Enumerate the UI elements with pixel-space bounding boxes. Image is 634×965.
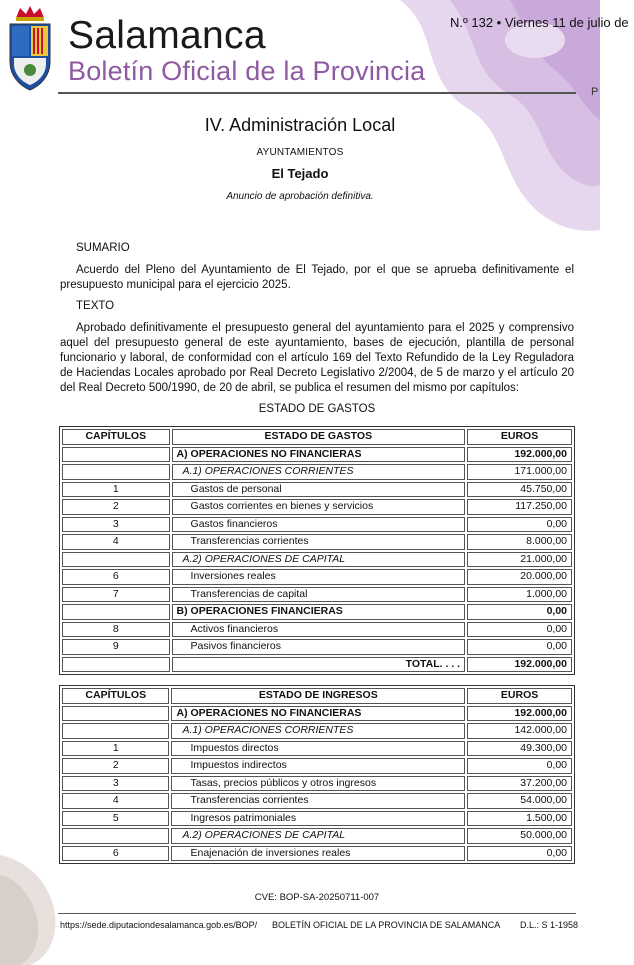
total-value: 192.000,00	[467, 657, 572, 673]
table-cell	[62, 657, 170, 673]
table-cell	[62, 552, 170, 568]
bulletin-title: Salamanca	[68, 14, 266, 57]
table-cell: 1.000,00	[467, 587, 572, 603]
table-cell: 4	[62, 793, 169, 809]
table-cell: 6	[62, 569, 170, 585]
table-header-row	[62, 429, 572, 445]
coat-of-arms-icon	[6, 4, 54, 92]
table-cell: Gastos financieros	[172, 517, 466, 533]
table-cell: A.2) OPERACIONES DE CAPITAL	[172, 552, 466, 568]
table-cell: 142.000,00	[467, 723, 572, 739]
table-cell: Pasivos financieros	[172, 639, 466, 655]
table-cell: A.1) OPERACIONES CORRIENTES	[171, 723, 465, 739]
table-cell: Impuestos directos	[171, 741, 465, 757]
table-row	[62, 793, 572, 809]
table-cell: 0,00	[467, 622, 572, 638]
table-cell: 20.000,00	[467, 569, 572, 585]
table-row	[62, 622, 572, 638]
table-cell: Tasas, precios públicos y otros ingresos	[171, 776, 465, 792]
table-row	[62, 758, 572, 774]
table-row	[62, 776, 572, 792]
table-cell: Activos financieros	[172, 622, 466, 638]
table-cell: 0,00	[467, 604, 572, 620]
column-header: EUROS	[467, 688, 572, 704]
table-cell	[62, 604, 170, 620]
table-row	[62, 499, 572, 515]
column-header: ESTADO DE INGRESOS	[171, 688, 465, 704]
table-cell: 21.000,00	[467, 552, 572, 568]
footer-url-link[interactable]: https://sede.diputaciondesalamanca.gob.es/BOP/	[60, 920, 258, 930]
footer-legal-deposit: D.L.: S 1-1958	[520, 920, 579, 930]
subsection-heading: AYUNTAMIENTOS	[256, 147, 344, 158]
table-cell: 7	[62, 587, 170, 603]
table-row	[62, 604, 572, 620]
section-heading: IV. Administración Local	[204, 115, 396, 135]
texto-paragraph: Aprobado definitivamente el presupuesto general del ayuntamiento para el 2025 y comprensivo aquel del presupuesto general de este ayuntamiento, bases de ejecución, plantilla de personal funcionario y laboral, de conformidad con el artículo 169 del Texto Refundido de la Ley Reguladora de Haciendas Locales aprobado por Real Decreto Legislativo 2/2004, de 5 de marzo y el artículo 20 del Real Decreto 500/1990, de 20 de abril, se publica el resumen del mismo por capítulos:	[60, 322, 574, 394]
table-row	[62, 811, 572, 827]
table-cell: 49.300,00	[467, 741, 572, 757]
table-cell: 117.250,00	[467, 499, 572, 515]
table-cell	[62, 447, 170, 463]
table-cell	[62, 723, 169, 739]
table-row	[62, 846, 572, 862]
table-cell: 3	[62, 517, 170, 533]
table-row	[62, 741, 572, 757]
page-indicator: P	[591, 86, 599, 98]
table-cell: 1.500,00	[467, 811, 572, 827]
table-cell	[62, 464, 170, 480]
issue-number: N.º 132 • Viernes 11 de julio de	[450, 15, 629, 30]
table-cell: 37.200,00	[467, 776, 572, 792]
table-row	[62, 639, 572, 655]
table-row	[62, 482, 572, 498]
table-cell: 0,00	[467, 639, 572, 655]
town-name: El Tejado	[271, 166, 329, 181]
table-cell: 8	[62, 622, 170, 638]
table-cell: 171.000,00	[467, 464, 572, 480]
table-header-row	[62, 688, 572, 704]
table-cell: Transferencias corrientes	[172, 534, 466, 550]
table-cell: 2	[62, 499, 170, 515]
table-cell: A) OPERACIONES NO FINANCIERAS	[171, 706, 465, 722]
table-cell: Transferencias de capital	[172, 587, 466, 603]
table-cell: Inversiones reales	[172, 569, 466, 585]
table-cell: A.2) OPERACIONES DE CAPITAL	[171, 828, 465, 844]
table-cell: Transferencias corrientes	[171, 793, 465, 809]
table-cell: Gastos de personal	[172, 482, 466, 498]
sumario-heading: SUMARIO	[76, 242, 130, 254]
table-cell: Impuestos indirectos	[171, 758, 465, 774]
bulletin-subtitle: Boletín Oficial de la Provincia	[68, 56, 426, 86]
table-row	[62, 587, 572, 603]
table-row	[62, 828, 572, 844]
column-header: ESTADO DE GASTOS	[172, 429, 466, 445]
table-cell: 192.000,00	[467, 447, 572, 463]
table-cell: Ingresos patrimoniales	[171, 811, 465, 827]
budget-table-title: ESTADO DE GASTOS	[258, 403, 376, 415]
table-cell: 54.000,00	[467, 793, 572, 809]
expenses-table	[59, 426, 575, 675]
table-row	[62, 569, 572, 585]
table-cell	[62, 706, 169, 722]
table-cell: 1	[62, 482, 170, 498]
table-cell: 0,00	[467, 758, 572, 774]
table-cell: A.1) OPERACIONES CORRIENTES	[172, 464, 466, 480]
table-cell: A) OPERACIONES NO FINANCIERAS	[172, 447, 466, 463]
sumario-paragraph: Acuerdo del Pleno del Ayuntamiento de El Tejado, por el que se aprueba definitivamente el presupuesto municipal para el ejercicio 2025.	[60, 264, 574, 291]
table-cell: Enajenación de inversiones reales	[171, 846, 465, 862]
footer-divider	[58, 913, 576, 914]
table-cell: 6	[62, 846, 169, 862]
footer-publication: BOLETÍN OFICIAL DE LA PROVINCIA DE SALAMANCA	[272, 920, 501, 930]
table-cell: 50.000,00	[467, 828, 572, 844]
table-cell: 9	[62, 639, 170, 655]
total-label: TOTAL. . . .	[172, 657, 466, 673]
table-row	[62, 517, 572, 533]
cve-code: CVE: BOP-SA-20250711-007	[254, 892, 380, 903]
table-cell: 1	[62, 741, 169, 757]
table-cell: 4	[62, 534, 170, 550]
table-row	[62, 723, 572, 739]
table-cell: 45.750,00	[467, 482, 572, 498]
table-cell: 0,00	[467, 517, 572, 533]
table-cell: 5	[62, 811, 169, 827]
table-cell: 0,00	[467, 846, 572, 862]
table-cell: 8.000,00	[467, 534, 572, 550]
income-table	[59, 685, 575, 864]
table-cell: 2	[62, 758, 169, 774]
table-cell: Gastos corrientes en bienes y servicios	[172, 499, 466, 515]
column-header: EUROS	[467, 429, 572, 445]
table-row	[62, 464, 572, 480]
texto-heading: TEXTO	[76, 300, 115, 312]
table-cell: B) OPERACIONES FINANCIERAS	[172, 604, 466, 620]
table-cell: 192.000,00	[467, 706, 572, 722]
column-header: CAPÍTULOS	[62, 688, 169, 704]
total-row	[62, 657, 572, 673]
table-cell	[62, 828, 169, 844]
table-row	[62, 534, 572, 550]
table-row	[62, 552, 572, 568]
table-row	[62, 706, 572, 722]
header-divider	[58, 92, 576, 94]
announcement-type: Anuncio de aprobación definitiva.	[226, 191, 374, 202]
table-row	[62, 447, 572, 463]
table-cell: 3	[62, 776, 169, 792]
column-header: CAPÍTULOS	[62, 429, 170, 445]
